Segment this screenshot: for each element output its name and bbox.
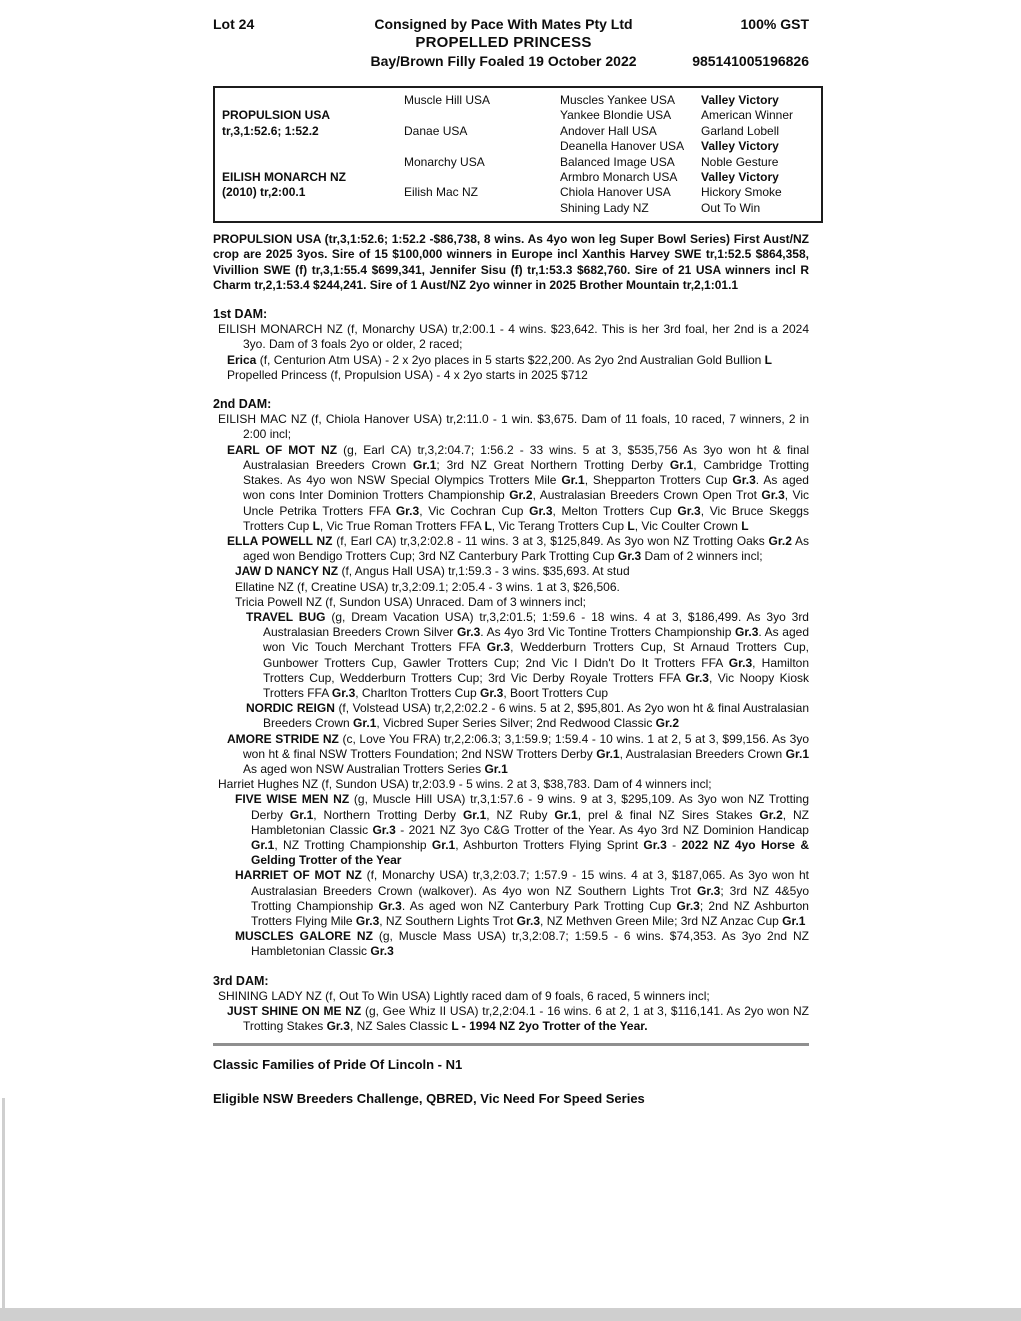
text-segment: Ellatine NZ (f, Creatine USA) tr,3,2:09.1; 2:05.4 - 3 wins. 1 at 3, $26,506. bbox=[235, 579, 620, 594]
para-ellatine bbox=[213, 580, 809, 595]
text-segment: MUSCLES GALORE NZ bbox=[235, 929, 373, 944]
text-segment: , NZ Methven Green Mile; 3rd NZ Anzac Cup bbox=[540, 913, 783, 928]
text-segment: , NZ Southern Lights Trot bbox=[379, 913, 517, 928]
page-content bbox=[213, 16, 809, 1106]
para-ella-powell bbox=[213, 534, 809, 564]
para-amore-stride bbox=[213, 732, 809, 778]
para-erica bbox=[213, 353, 809, 368]
text-segment: AMORE STRIDE NZ bbox=[227, 731, 339, 746]
text-segment: (c, Love You FRA) tr,2,2:06.3; 3,1:59.9; 1:59.4 - 10 wins. 1 at 2, 5 at 3, $99,156. As 3yo won ht & final NSW Trotters Foundation; 2nd NSW Trotters Derby bbox=[243, 731, 810, 761]
pedigree-cell bbox=[404, 139, 560, 154]
text-segment: (f, Volstead USA) tr,2,2:02.2 - 6 wins. 5 at 2, $95,801. As 2yo won ht & final Australasian Breeders Crown bbox=[263, 701, 809, 731]
text-segment: Gr.2 bbox=[655, 716, 680, 731]
para-muscles-galore bbox=[213, 929, 809, 959]
pedigree-text bbox=[213, 232, 809, 1034]
para-just-shine-on-me bbox=[213, 1004, 809, 1034]
text-segment: (f, Earl CA) tr,3,2:02.8 - 11 wins. 3 at 3, $125,849. As 3yo won NZ Trotting Oaks bbox=[332, 533, 769, 548]
text-segment: , Vic Cochran Cup bbox=[419, 503, 530, 518]
pedigree-cell: American Winner bbox=[701, 108, 794, 123]
pedigree-cell: Muscle Hill USA bbox=[404, 93, 491, 107]
text-segment: Gr.1 bbox=[462, 807, 487, 822]
text-segment: , NZ Hambletonian Classic bbox=[251, 807, 809, 837]
pedigree-cell bbox=[404, 201, 560, 216]
pedigree-cell: Yankee Blondie USA bbox=[560, 108, 672, 123]
text-segment: , Boort Trotters Cup bbox=[503, 685, 609, 700]
text-segment: , Vic Uncle Petrika Trotters FFA bbox=[243, 488, 810, 518]
text-segment: Gr.2 bbox=[768, 533, 792, 548]
text-segment: , Vic True Roman Trotters FFA bbox=[319, 518, 485, 533]
text-segment: , Vic Bruce Skeggs Trotters Cup bbox=[243, 503, 809, 533]
text-segment: (f, Centurion Atm USA) - 2 x 2yo places in 5 starts $22,200. As 2yo 2nd Australian Gold Bullion bbox=[256, 352, 765, 367]
text-segment: EILISH MONARCH NZ (f, Monarchy USA) tr,2:00.1 - 4 wins. $23,642. This is her 3rd foal, her 2nd is a 2024 3yo. Dam of 3 foals 2yo or older, 2 raced; bbox=[218, 322, 809, 352]
text-segment: JUST SHINE ON ME NZ bbox=[227, 1004, 362, 1018]
text-segment: 2022 NZ 4yo Horse & Gelding Trotter of the Year bbox=[251, 837, 809, 868]
text-segment: ; 3rd NZ Great Northern Trotting Derby bbox=[436, 457, 670, 472]
text-segment: JAW D NANCY NZ bbox=[235, 564, 339, 579]
text-segment: (g, Muscle Mass USA) tr,3,2:08.7; 1:59.5 - 6 wins. $74,353. As 3yo 2nd NZ Hambletonian Classic bbox=[251, 929, 810, 959]
text-segment: , Hamilton Trotters Cup, Wedderburn Trotters Cup; 3rd Vic Derby Royale Trotters FFA bbox=[263, 655, 809, 685]
text-segment: (f, Angus Hall USA) tr,1:59.3 - 3 wins. $35,693. At stud bbox=[338, 564, 630, 579]
pedigree-cell: Shining Lady NZ bbox=[560, 200, 649, 215]
pedigree-cell: Andover Hall USA bbox=[560, 123, 657, 138]
para-shining-lady bbox=[213, 989, 809, 1004]
text-segment: Gr.1 bbox=[785, 746, 810, 761]
text-segment: - bbox=[666, 837, 682, 852]
text-segment: HARRIET OF MOT NZ bbox=[235, 868, 362, 883]
text-segment: . As aged won NZ Canterbury Park Trotting Cup bbox=[401, 898, 677, 913]
header-row-3 bbox=[213, 53, 809, 69]
text-segment: EILISH MAC NZ (f, Chiola Hanover USA) tr,2:11.0 - 1 win. $3,675. Dam of 11 foals, 10 raced, 7 winners, 2 in 2:00 incl; bbox=[218, 412, 809, 442]
para-harriet-of-mot bbox=[213, 868, 809, 929]
text-segment: Gr.3 bbox=[486, 640, 511, 655]
text-segment: Dam of 2 winners incl; bbox=[641, 549, 763, 564]
microchip-number: 985141005196826 bbox=[692, 53, 809, 69]
pedigree-cell: Danae USA bbox=[404, 123, 468, 138]
scan-edge-bottom bbox=[0, 1308, 1021, 1321]
text-segment: L bbox=[741, 518, 749, 533]
pedigree-cell: Eilish Mac NZ bbox=[404, 185, 479, 200]
text-segment: Gr.1 bbox=[554, 807, 578, 822]
text-segment: Gr.3 bbox=[378, 898, 402, 913]
sire-summary bbox=[213, 232, 809, 293]
text-segment: EARL OF MOT NZ bbox=[227, 442, 338, 457]
para-travel-bug bbox=[213, 610, 809, 701]
text-segment: Gr.1 bbox=[561, 473, 585, 488]
text-segment: . As 4yo 3rd Vic Tontine Trotters Championship bbox=[480, 625, 736, 640]
gst-label: 100% GST bbox=[740, 16, 809, 32]
pedigree-cell bbox=[222, 93, 404, 108]
text-segment: Gr.3 bbox=[643, 837, 667, 852]
text-segment: Propelled Princess (f, Propulsion USA) - 4 x 2yo starts in 2025 $712 bbox=[227, 367, 588, 382]
scan-edge-left bbox=[2, 1098, 5, 1321]
classic-families-line: Classic Families of Pride Of Lincoln - N1 bbox=[213, 1057, 463, 1073]
consignor-line: Consigned by Pace With Mates Pty Ltd bbox=[374, 16, 633, 32]
text-segment: Gr.3 bbox=[529, 503, 553, 518]
text-segment: , NZ Ruby bbox=[486, 807, 555, 822]
pedigree-cell: (2010) tr,2:00.1 bbox=[222, 185, 306, 200]
text-segment: 2nd DAM: bbox=[213, 397, 272, 412]
text-segment: Tricia Powell NZ (f, Sundon USA) Unraced. Dam of 3 winners incl; bbox=[235, 594, 587, 609]
text-segment: Gr.1 bbox=[353, 716, 377, 731]
text-segment: , Wedderburn Trotters Cup, St Arnaud Trotters Cup, Gunbower Trotters Cup, Gawler Trotters Cup; 2nd Vic I Didn't Do It Trotters FFA bbox=[263, 640, 809, 670]
text-segment: . As aged won Vic Touch Merchant Trotters FFA bbox=[263, 625, 810, 655]
text-segment: Gr.3 bbox=[355, 913, 380, 928]
text-segment: L - 1994 NZ 2yo Trotter of the Year. bbox=[451, 1019, 648, 1034]
text-segment: Gr.3 bbox=[326, 1019, 350, 1034]
pedigree-cell bbox=[222, 139, 404, 154]
horse-name: PROPELLED PRINCESS bbox=[415, 34, 592, 51]
heading-2nd-dam bbox=[213, 397, 809, 412]
heading-3rd-dam bbox=[213, 974, 809, 989]
text-segment: Gr.2 bbox=[759, 807, 783, 822]
text-segment: , NZ Trotting Championship bbox=[274, 837, 432, 852]
pedigree-cell: Noble Gesture bbox=[701, 154, 779, 169]
pedigree-cell: Deanella Hanover USA bbox=[560, 139, 685, 154]
text-segment: Gr.1 bbox=[289, 807, 314, 822]
text-segment: Gr.3 bbox=[676, 898, 700, 913]
text-segment: , Northern Trotting Derby bbox=[313, 807, 463, 822]
text-segment: (g, Earl CA) tr,3,2:04.7; 1:56.2 - 33 wins. 5 at 3, $535,756 As 3yo won ht & final Australasian Breeders Crown bbox=[243, 442, 809, 472]
header-row-2 bbox=[213, 32, 809, 51]
text-segment: 3rd DAM: bbox=[213, 973, 269, 988]
pedigree-cell: Valley Victory bbox=[701, 170, 779, 185]
text-segment: - 2021 NZ 3yo C&G Trotter of the Year. As 4yo 3rd NZ Dominion Handicap bbox=[395, 822, 809, 837]
text-segment: Gr.3 bbox=[516, 913, 541, 928]
text-segment: , Shepparton Trotters Cup bbox=[584, 473, 733, 488]
text-segment: Gr.3 bbox=[331, 685, 356, 700]
text-segment: Gr.3 bbox=[370, 944, 394, 959]
text-segment: Gr.3 bbox=[677, 503, 701, 518]
text-segment: Harriet Hughes NZ (f, Sundon USA) tr,2:03.9 - 5 wins. 2 at 3, $38,783. Dam of 4 winners incl; bbox=[218, 777, 712, 792]
text-segment: ; 3rd NZ 4&5yo Trotting Championship bbox=[251, 883, 809, 913]
text-segment: , Australasian Breeders Crown Open Trot bbox=[532, 488, 762, 503]
text-segment: FIVE WISE MEN NZ bbox=[235, 792, 350, 807]
pedigree-cell: Valley Victory bbox=[701, 139, 779, 154]
pedigree-cell: Armbro Monarch USA bbox=[560, 170, 678, 185]
text-segment: , Cambridge Trotting Stakes. As 4yo won NSW Special Olympics Trotters Mile bbox=[243, 457, 810, 488]
para-eilish-mac bbox=[213, 412, 809, 442]
pedigree-cell: Chiola Hanover USA bbox=[560, 185, 671, 200]
pedigree-cell: Out To Win bbox=[701, 200, 761, 215]
para-harriet-hughes bbox=[213, 777, 809, 792]
pedigree-cell bbox=[222, 155, 404, 170]
text-segment: L bbox=[764, 352, 772, 367]
text-segment: Gr.3 bbox=[479, 685, 504, 700]
pedigree-cell: tr,3,1:52.6; 1:52.2 bbox=[222, 123, 319, 138]
text-segment: Gr.1 bbox=[251, 837, 275, 852]
text-segment: Gr.3 bbox=[456, 625, 481, 640]
text-segment: Erica bbox=[227, 352, 257, 367]
text-segment: SHINING LADY NZ (f, Out To Win USA) Lightly raced dam of 9 foals, 6 raced, 5 winners incl; bbox=[218, 988, 710, 1003]
text-segment: Gr.3 bbox=[617, 549, 642, 564]
text-segment: Gr.1 bbox=[669, 457, 694, 472]
text-segment: , Ashburton Trotters Flying Sprint bbox=[455, 837, 644, 852]
text-segment: Gr.1 bbox=[782, 913, 806, 928]
para-earl-of-mot bbox=[213, 443, 809, 534]
text-segment: Gr.3 bbox=[372, 822, 396, 837]
pedigree-cell: Hickory Smoke bbox=[701, 185, 782, 200]
pedigree-cell: PROPULSION USA bbox=[222, 108, 331, 123]
text-segment: As aged won Bendigo Trotters Cup; 3rd NZ Canterbury Park Trotting Cup bbox=[243, 533, 809, 564]
text-segment: , prel & final NZ Sires Stakes bbox=[577, 807, 760, 822]
pedigree-cell bbox=[404, 108, 560, 123]
para-tricia-powell bbox=[213, 595, 809, 610]
pedigree-cell: EILISH MONARCH NZ bbox=[222, 170, 346, 185]
pedigree-cell: Garland Lobell bbox=[701, 123, 780, 138]
pedigree-cell bbox=[404, 170, 560, 185]
text-segment: , Melton Trotters Cup bbox=[552, 503, 678, 518]
pedigree-cell bbox=[222, 201, 404, 216]
text-segment: PROPULSION USA (tr,3,1:52.6; 1:52.2 -$86,738, 8 wins. As 4yo won leg Super Bowl Series) First Aust/NZ crop are 2025 3yos. Sire of 15 $100,000 winners in Europe incl Xanthis Harvey SWE tr,1:52.5 $864,358, Vivillion SWE (f) tr,3,1:55.4 $699,341, Jennifer Sisu (f) tr,1:53.3 $682,760. Sire of 21 USA winners incl R Charm tr,2,1:53.4 $244,241. Sire of 1 Aust/NZ 2yo winner in 2025 Brother Mountain tr,2,1:01.1 bbox=[213, 232, 809, 292]
text-segment: , NZ Sales Classic bbox=[349, 1019, 452, 1034]
pedigree-table-grid bbox=[213, 86, 823, 223]
lot-number: Lot 24 bbox=[213, 16, 255, 32]
text-segment: Gr.3 bbox=[685, 670, 709, 685]
text-segment: Gr.3 bbox=[696, 883, 721, 898]
para-jaw-d-nancy bbox=[213, 564, 809, 579]
text-segment: (g, Gee Whiz II USA) tr,2,2:04.1 - 16 wins. 6 at 2, 1 at 3, $116,141. As 2yo won NZ Trotting Stakes bbox=[243, 1004, 809, 1034]
text-segment: TRAVEL BUG bbox=[246, 609, 326, 624]
text-segment: Gr.1 bbox=[431, 837, 456, 852]
footer-divider bbox=[213, 1043, 809, 1046]
text-segment: , Australasian Breeders Crown bbox=[619, 746, 786, 761]
text-segment: 1st DAM: bbox=[213, 307, 268, 322]
text-segment: L bbox=[627, 518, 635, 533]
para-five-wise-men bbox=[213, 792, 809, 868]
text-segment: (g, Dream Vacation USA) tr,3,2:01.5; 1:59.6 - 18 wins. 4 at 3, $186,499. As 3yo 3rd Australasian Breeders Crown Silver bbox=[263, 609, 809, 640]
text-segment: , Vic Noopy Kiosk Trotters FFA bbox=[263, 670, 809, 700]
text-segment: ELLA POWELL NZ bbox=[227, 533, 333, 548]
text-segment: (f, Monarchy USA) tr,3,2:03.7; 1:57.9 - 15 wins. 4 at 3, $187,065. As 3yo won ht Australasian Breeders Crown (walkover). As 4yo won NZ Southern Lights Trot bbox=[251, 868, 810, 898]
pedigree-cell: Muscles Yankee USA bbox=[560, 93, 675, 107]
foaled-line: Bay/Brown Filly Foaled 19 October 2022 bbox=[370, 53, 637, 69]
pedigree-cell: Monarchy USA bbox=[404, 154, 485, 169]
text-segment: Gr.1 bbox=[413, 457, 437, 472]
text-segment: . As aged won cons Inter Dominion Trotters Championship bbox=[243, 473, 809, 503]
text-segment: Gr.3 bbox=[735, 625, 759, 640]
text-segment: , Charlton Trotters Cup bbox=[355, 685, 480, 700]
para-nordic-reign bbox=[213, 701, 809, 731]
heading-1st-dam bbox=[213, 307, 809, 322]
text-segment: , Vic Coulter Crown bbox=[634, 518, 742, 533]
text-segment: L bbox=[312, 518, 320, 533]
text-segment: Gr.3 bbox=[761, 488, 785, 503]
text-segment: Gr.3 bbox=[395, 503, 420, 518]
text-segment: , Vicbred Super Series Silver; 2nd Redwood Classic bbox=[376, 716, 656, 731]
text-segment: , Vic Terang Trotters Cup bbox=[491, 518, 628, 533]
text-segment: (g, Muscle Hill USA) tr,3,1:57.6 - 9 wins. 9 at 3, $295,109. As 3yo won NZ Trotting Derby bbox=[251, 792, 809, 822]
pedigree-cell: Balanced Image USA bbox=[560, 154, 675, 169]
text-segment: Gr.2 bbox=[509, 488, 533, 503]
text-segment: ; 2nd NZ Ashburton Trotters Flying Mile bbox=[251, 898, 809, 928]
text-segment: Gr.1 bbox=[484, 761, 508, 776]
header-row-1 bbox=[213, 16, 809, 32]
text-segment: NORDIC REIGN bbox=[246, 701, 335, 716]
text-segment: L bbox=[484, 518, 492, 533]
pedigree-cell: Valley Victory bbox=[701, 93, 779, 107]
eligibility-line: Eligible NSW Breeders Challenge, QBRED, Vic Need For Speed Series bbox=[213, 1091, 645, 1107]
para-eilish-monarch bbox=[213, 322, 809, 352]
text-segment: Gr.3 bbox=[728, 655, 753, 670]
text-segment: As aged won NSW Australian Trotters Series bbox=[243, 761, 485, 776]
text-segment: Gr.1 bbox=[596, 746, 620, 761]
para-propelled-princess bbox=[213, 368, 809, 383]
text-segment: Gr.3 bbox=[732, 473, 756, 488]
